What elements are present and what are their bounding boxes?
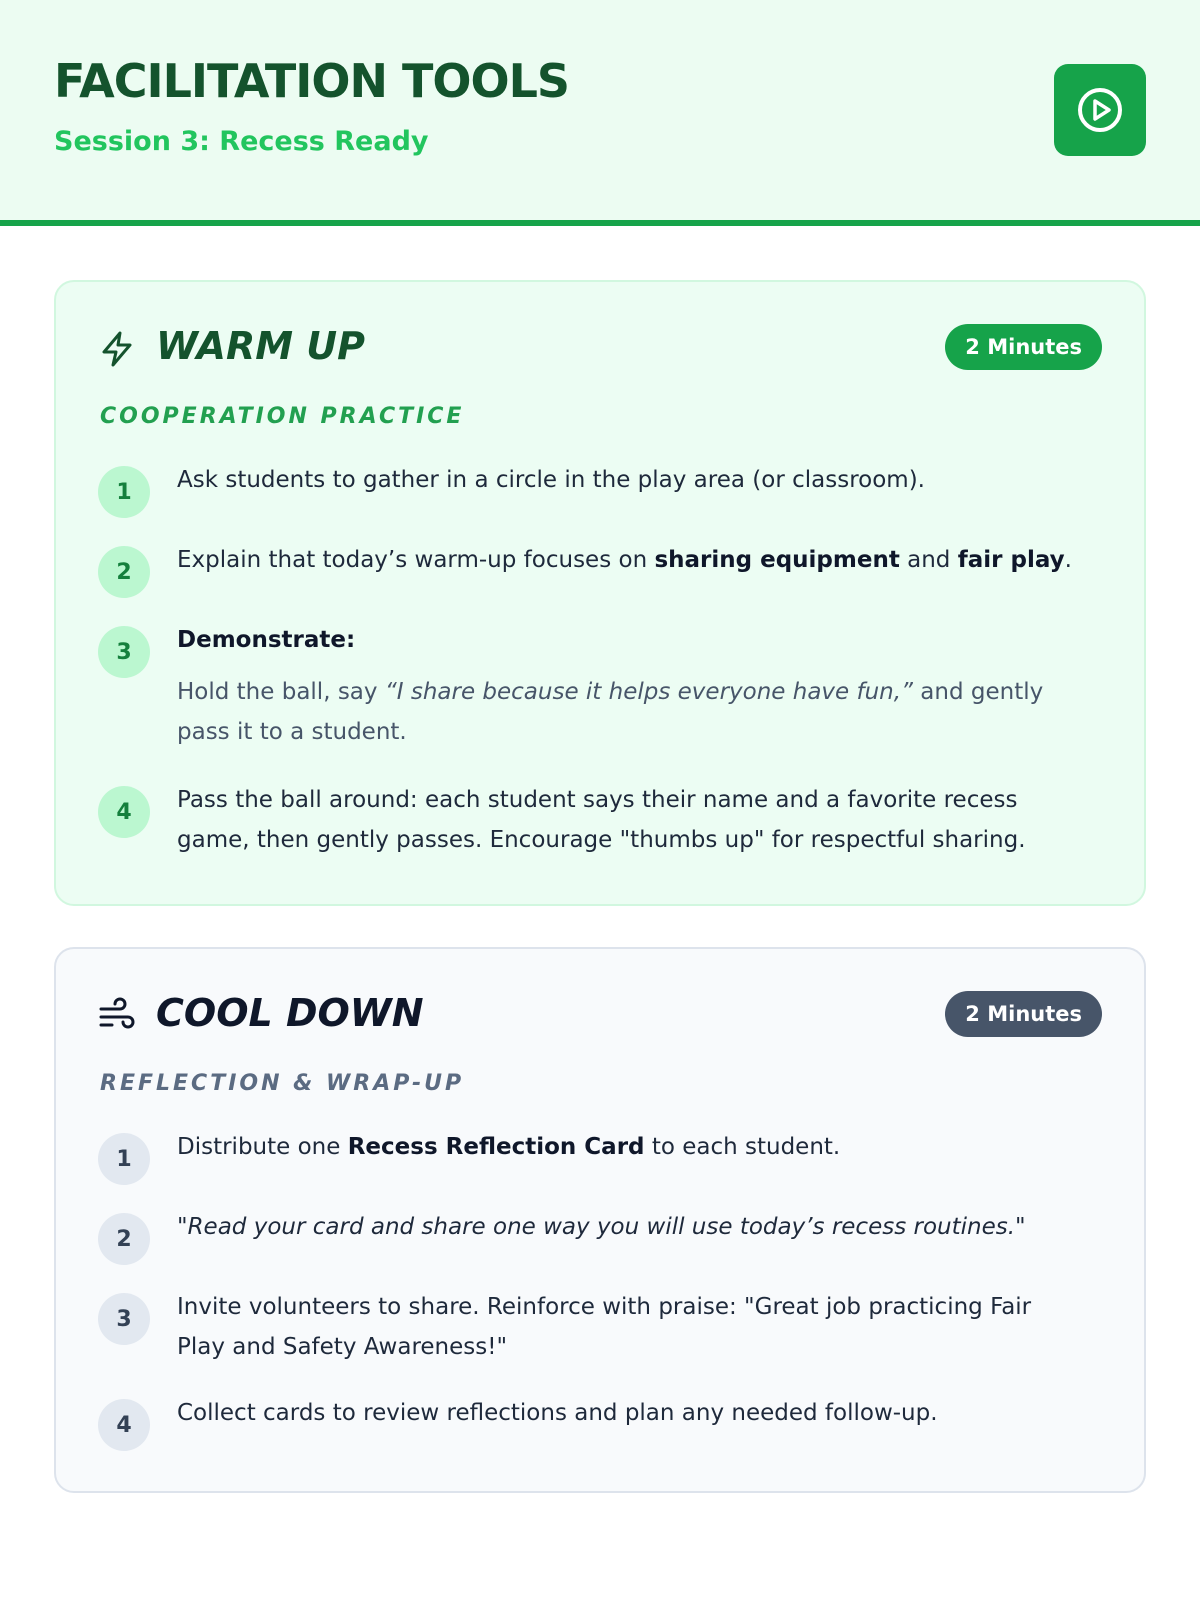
step-number: 2	[98, 1213, 150, 1265]
step-text-part: to each student.	[644, 1134, 841, 1160]
step-heading: Demonstrate:	[177, 627, 356, 653]
play-button[interactable]	[1054, 64, 1146, 156]
step-text-part: and gently pass it to a student.	[177, 679, 1044, 745]
play-circle-icon	[1075, 85, 1125, 135]
step-quote: "Read your card and share one way you will use today’s recess routines."	[177, 1214, 1026, 1240]
step-text-part: Distribute one	[177, 1134, 348, 1160]
step-text	[177, 620, 1077, 752]
step-text	[177, 1127, 1077, 1167]
step-text-part: .	[1064, 547, 1072, 573]
step-emphasis: Recess Reflection Card	[347, 1134, 645, 1160]
page-header	[0, 0, 1200, 226]
step-text: Ask students to gather in a circle in the play area (or classroom).	[177, 467, 925, 493]
step-text: Pass the ball around: each student says their name and a favorite recess game, then gently passes. Encourage "thumbs up" for respectful sharing.	[177, 787, 1026, 853]
step-detail	[177, 672, 1077, 752]
session-subtitle: Session 3: Recess Ready	[54, 126, 429, 157]
cool-down-card	[54, 947, 1146, 1493]
step-number: 1	[98, 466, 150, 518]
step-number: 4	[98, 1399, 150, 1451]
lightning-icon	[98, 330, 136, 368]
page-title: FACILITATION TOOLS	[54, 54, 570, 108]
step-text	[177, 1207, 1077, 1247]
warm-up-duration-badge: 2 Minutes	[945, 324, 1102, 370]
step-number: 4	[98, 786, 150, 838]
step-text-part: Hold the ball, say	[177, 679, 385, 705]
step-number: 3	[98, 626, 150, 678]
warm-up-card	[54, 280, 1146, 906]
step-text-part: and	[899, 547, 958, 573]
warm-up-title: WARM UP	[156, 324, 365, 368]
cool-down-title: COOL DOWN	[156, 991, 424, 1035]
warm-up-section-label: COOPERATION PRACTICE	[100, 404, 465, 429]
step-emphasis: sharing equipment	[654, 547, 900, 573]
step-number: 3	[98, 1293, 150, 1345]
step-emphasis: fair play	[957, 547, 1065, 573]
step-number: 2	[98, 546, 150, 598]
step-text: Invite volunteers to share. Reinforce with praise: "Great job practicing Fair Play and Safety Awareness!"	[177, 1294, 1032, 1360]
step-text-part: Explain that today’s warm-up focuses on	[177, 547, 655, 573]
step-text	[177, 540, 1077, 580]
cool-down-duration-badge: 2 Minutes	[945, 991, 1102, 1037]
step-number: 1	[98, 1133, 150, 1185]
cool-down-section-label: REFLECTION & WRAP-UP	[100, 1071, 465, 1096]
step-text: Collect cards to review reflections and plan any needed follow-up.	[177, 1400, 938, 1426]
wind-icon	[98, 997, 136, 1035]
step-quote: “I share because it helps everyone have fun,”	[384, 679, 913, 705]
